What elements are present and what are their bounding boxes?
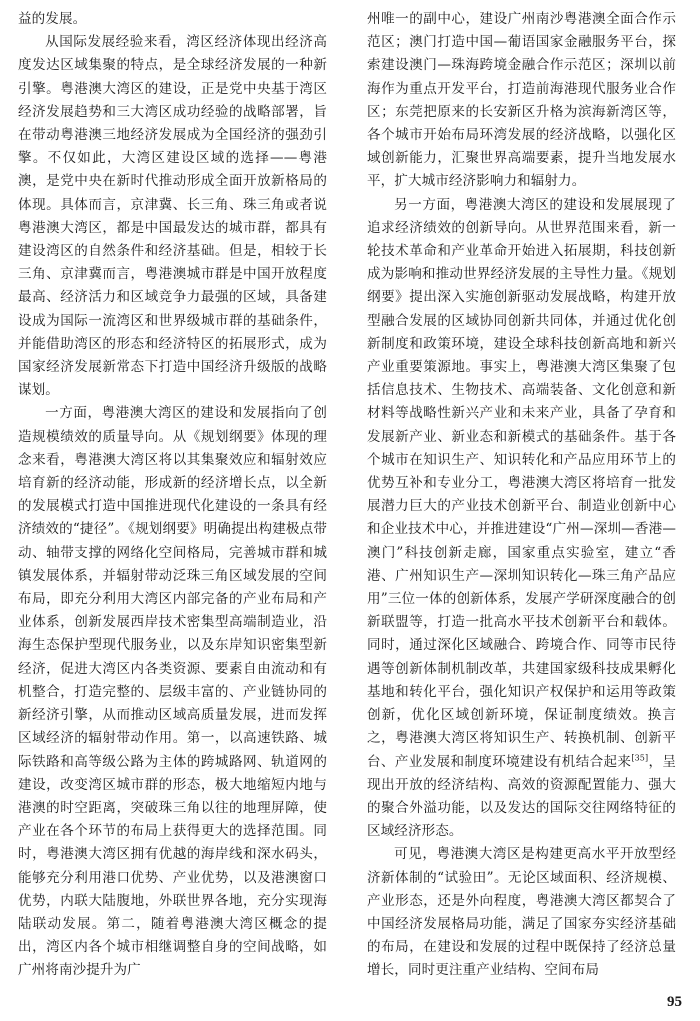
paragraph-international-experience: 从国际发展经验来看，湾区经济体现出经济高度发达区域集聚的特点，是全球经济发展的一种新引擎。粤港澳大湾区的建设，正是党中央基于湾区经济发展趋势和三大湾区成功经验的战略部署，旨在带动粤港澳三地经济发展成为全国经济的强劲引擎。不仅如此，大湾区建设区域的选择——粤港澳，是党中央在新时代推动形成全面开放新格局的体现。具体而言，京津冀、长三角、珠三角或者说粤港澳大湾区，都是中国最发达的城市群，都具有建设湾区的自然条件和经济基础。但是，相较于长三角、京津冀而言，粤港澳城市群是中国开放程度最高、经济活力和区域竞争力最强的区域，具备建设成为国际一流湾区和世界级城市群的基础条件，并能借助湾区的形态和经济特区的拓展形式，成为国家经济发展新常态下打造中国经济升级版的战略谋划。 <box>18 34 327 399</box>
paragraph-text-end: ，呈现出开放的经济结构、高效的资源配置能力、强大的聚合外溢功能，以及发达的国际交往网络特征的区域经济形态。 <box>367 753 676 840</box>
right-column <box>367 8 676 983</box>
citation-ref: [35] <box>631 752 649 762</box>
paragraph-conclusion: 可见，粤港澳大湾区是构建更高水平开放型经济新体制的“试验田”。无论区域面积、经济规模、产业形态，还是外向程度，粤港澳大湾区都契合了中国经济发展格局功能，满足了国家夯实经济基础的布局，在建设和发展的过程中既保持了经济总量增长，同时更注重产业结构、空间布局 <box>367 846 676 979</box>
paragraph-continuation: 益的发展。 <box>18 11 87 27</box>
paragraph-quality-orientation: 一方面，粤港澳大湾区的建设和发展指向了创造规模绩效的质量导向。从《规划纲要》体现的理念来看，粤港澳大湾区将以其集聚效应和辐射效应培育新的经济动能，形成新的经济增长点，以全新的发展模式打造中国推进现代化建设的一条具有经济绩效的“捷径”。《规划纲要》明确提出构建极点带动、轴带支撑的网络化空间格局，完善城市群和城镇发展体系，并辐射带动泛珠三角区域发展的空间布局，即充分利用大湾区内部完备的产业布局和产业体系，创新发展西岸技术密集型高端制造业，沿海生态保护型现代服务业，以及东岸知识密集型新经济，促进大湾区内各类资源、要素自由流动和有机整合，打造完整的、层级丰富的、产业链协同的新经济引擎，从而推动区域高质量发展，进而发挥区域经济的辐射带动作用。第一，以高速铁路、城际铁路和高等级公路为主体的跨城路网、轨道网的建设，改变湾区城市群的形态，极大地缩短内地与港澳的时空距离，突破珠三角以往的地理屏障，使产业在各个环节的布局上获得更大的选择范围。同时，粤港澳大湾区拥有优越的海岸线和深水码头，能够充分利用港口优势、产业优势，以及港澳窗口优势，内联大陆腹地，外联世界各地，充分实现海陆联动发展。第二，随着粤港澳大湾区概念的提出，湾区内各个城市相继调整自身的空间战略，如广州将南沙提升为广 <box>18 405 327 979</box>
paragraph-text: 另一方面，粤港澳大湾区的建设和发展展现了追求经济绩效的创新导向。从世界范围来看，新一轮技术革命和产业革命开始进入拓展期，科技创新成为影响和推动世界经济发展的主导性力量。《规划纲要》提出深入实施创新驱动发展战略，构建开放型融合发展的区域协同创新共同体，并通过优化创新制度和政策环境，建设全球科技创新高地和新兴产业重要策源地。事实上，粤港澳大湾区集聚了包括信息技术、生物技术、高端装备、文化创意和新材料等战略性新兴产业和未来产业，具备了孕育和发展新产业、新业态和新模式的基础条件。基于各个城市在知识生产、知识转化和产品应用环节上的优势互补和专业分工，粤港澳大湾区将培育一批发展潜力巨大的产业技术创新平台、制造业创新中心和企业技术中心，并推进建设“广州—深圳—香港—澳门”科技创新走廊，国家重点实验室，建立“香港、广州知识生产—深圳知识转化—珠三角产品应用”三位一体的创新体系，发展产学研深度融合的创新联盟等，打造一批高水平技术创新平台和载体。同时，通过深化区域融合、跨境合作、同等市民待遇等创新体制机制改革，共建国家级科技成果孵化基地和转化平台，强化知识产权保护和运用等政策创新，优化区域创新环境，保证制度绩效。换言之，粤港澳大湾区将知识生产、转换机制、创新平台、产业发展和制度环境建设有机结合起来 <box>367 196 676 770</box>
left-column <box>18 8 327 983</box>
page-number: 95 <box>667 994 682 1010</box>
paragraph-innovation-orientation <box>367 194 676 844</box>
paragraph-continuation-right: 州唯一的副中心，建设广州南沙粤港澳全面合作示范区；澳门打造中国—葡语国家金融服务平台，探索建设澳门—珠海跨境金融合作示范区；深圳以前海作为重点开发平台，打造前海港现代服务业合作区；东莞把原来的长安新区升格为滨海新湾区等，各个城市开始布局环湾发展的经济战略，以强化区域创新能力，汇聚世界高端要素，提升当地发展水平，扩大城市经济影响力和辐射力。 <box>367 11 676 190</box>
